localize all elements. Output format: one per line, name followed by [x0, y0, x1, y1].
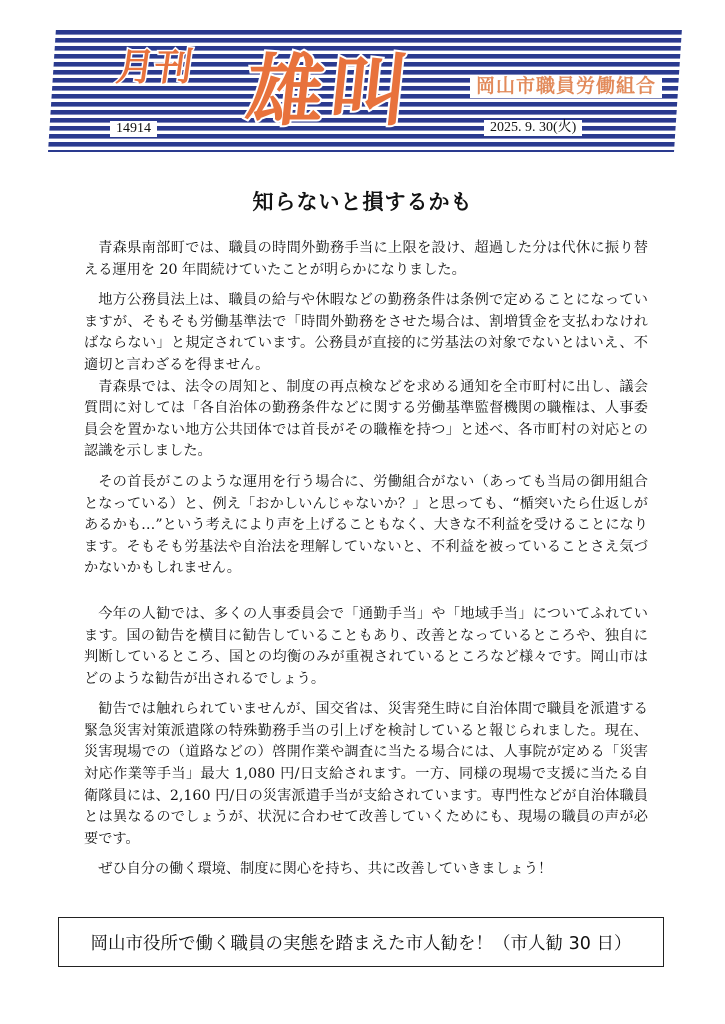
issue-number: 14914: [110, 121, 157, 137]
paragraph: 勧告では触れられていませんが、国交省は、災害発生時に自治体間で職員を派遣する緊急災害対策派遣隊の特殊勤務手当の引上げを検討していると報じられました。現在、災害現場での（道路などの）啓開作業や調査に当たる場合には、人事院が定める「災害対応作業等手当」最大 1,080 円/日支給されます。一方、同様の現場で支援に当たる自衛隊員には、2,160 円/日の災害派遣手当が支給されています。専門性などが自治体職員とは異なるのでしょうが、状況に合わせて改善していくためにも、現場の職員の声が必要です。: [84, 701, 648, 847]
title-prefix: 月刊: [113, 46, 196, 90]
article-title: 知らないと損するかも: [252, 190, 473, 214]
paragraph: 青森県南部町では、職員の時間外勤務手当に上限を設け、超過した分は代休に振り替える運用を 20 年間続けていたことが明らかになりました。: [84, 240, 648, 278]
masthead: [48, 28, 682, 152]
paragraph: 今年の人勧では、多くの人事委員会で「通勤手当」や「地域手当」についてふれています。国の勧告を横目に勧告していることもあり、改善となっているところや、独自に判断しているところ、国との均衡のみが重視されているところなど様々です。岡山市はどのような勧告が出されるでしょう。: [84, 605, 648, 687]
paragraph: 地方公務員法上は、職員の給与や休暇などの勤務条件は条例で定めることになっていますが、そもそも労働基準法で「時間外勤務をさせた場合は、割増賃金を支払わなければならない」と規定されています。公務員が直接的に労基法の対象でないとはいえ、不適切と言わざるを得ません。: [84, 292, 648, 373]
union-name: 岡山市職員労働組合: [470, 75, 662, 98]
banner-stripe: [48, 150, 682, 152]
masthead-title: [113, 46, 419, 137]
article-body: [84, 238, 648, 881]
title-main: 雄叫: [241, 46, 420, 137]
banner-stripe: [48, 30, 682, 35]
issue-date: 2025. 9. 30(火): [484, 120, 582, 136]
paragraph: その首長がこのような運用を行う場合に、労働組合がない（あっても当局の御用組合となっている）と、例え「おかしいんじゃないか？」と思っても、“楯突いたら仕返しがあるかも…”という考えにより声を上げることもなく、大きな不利益を受けることになります。そもそも労基法や自治法を理解していないと、不利益を被っていることさえ気づかないかもしれません。: [84, 473, 648, 577]
slogan-text: 岡山市役所で働く職員の実態を踏まえた市人勧を！（市人勧 30 日）: [90, 933, 632, 954]
paragraph: 青森県では、法令の周知と、制度の再点検などを求める通知を全市町村に出し、議会質問に対しては「各自治体の勤務条件などに関する労働基準監督機関の職権は、人事委員会を置かない地方公共団体では首長がその職権を持つ」と述べ、各市町村の対応との認識を示しました。: [84, 378, 648, 460]
paragraph: ぜひ自分の働く環境、制度に関心を持ち、共に改善していきましょう！: [98, 861, 553, 878]
slogan-box: [58, 917, 664, 967]
banner-stripe: [48, 38, 682, 43]
banner-stripe: [48, 142, 682, 147]
